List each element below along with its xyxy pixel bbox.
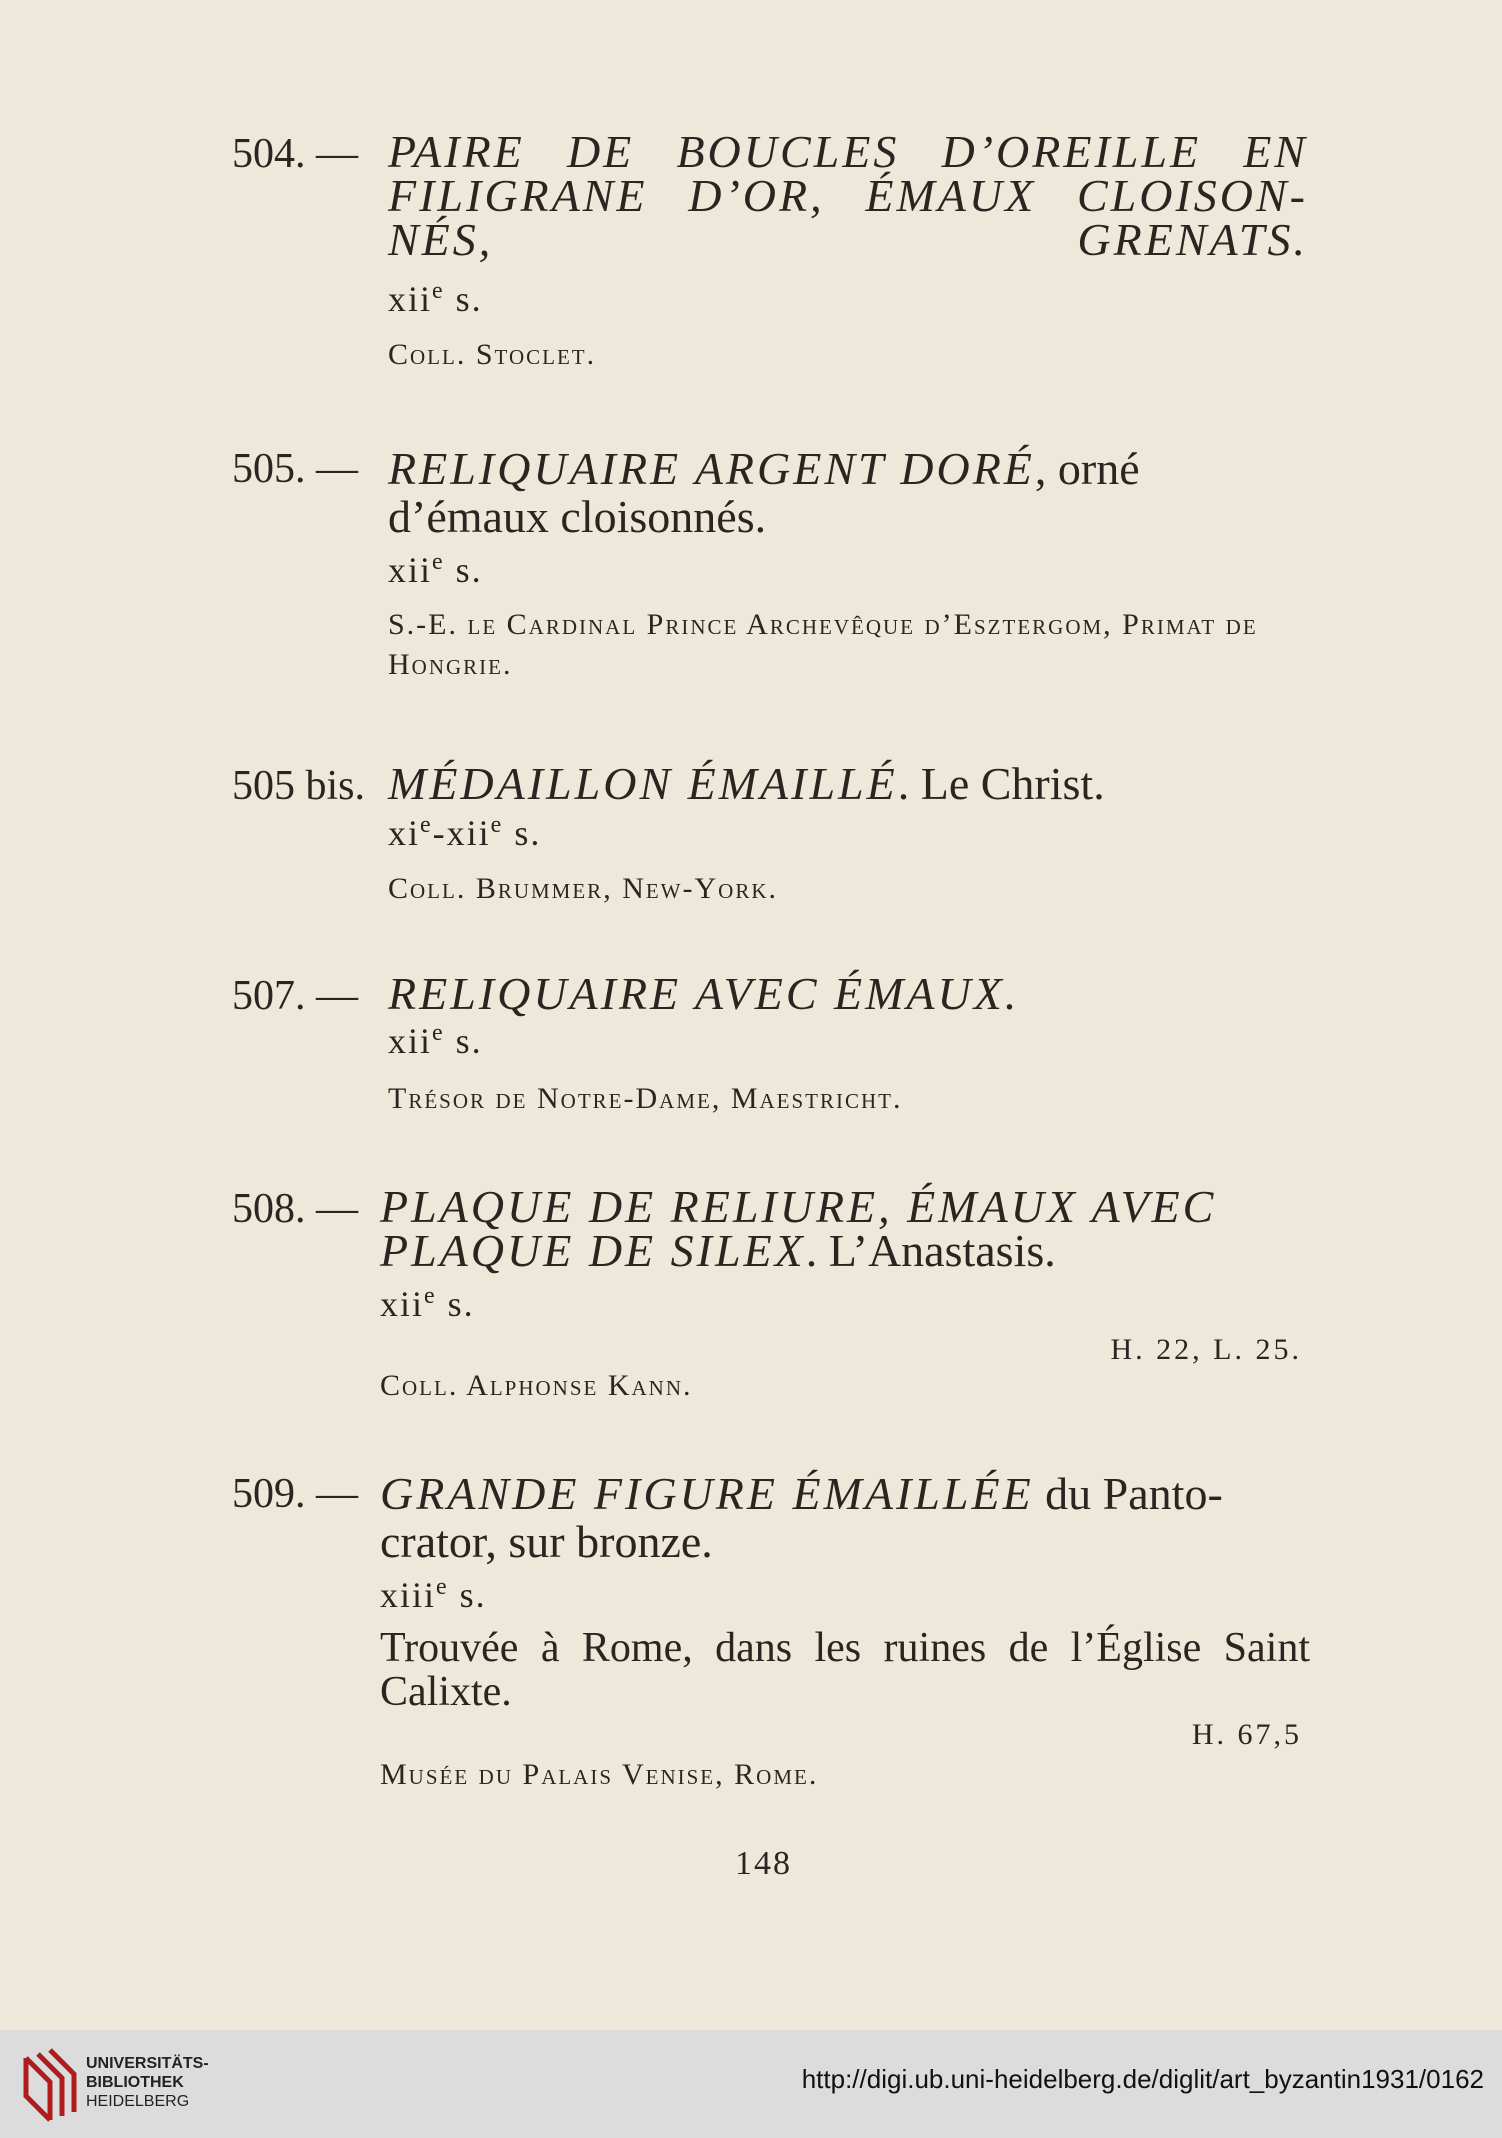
- catalogue-entry-504: [232, 126, 1332, 380]
- entry-number: 509. —: [232, 1471, 358, 1517]
- ub-heidelberg-logo-icon[interactable]: [20, 2048, 92, 2128]
- entry-title: MÉDAILLON ÉMAILLÉ. Le Christ.: [388, 758, 1105, 809]
- entry-collection: S.-E. le Cardinal Prince Archevêque d’Esztergom, Primat de Hongrie.: [388, 608, 1258, 681]
- entry-collection: Coll. Brummer, New-York.: [388, 872, 778, 905]
- catalogue-entry-507: [232, 968, 1332, 1122]
- entry-century: $xi^e-xii^e$ s.: [388, 812, 542, 853]
- entry-dimensions: H. 67,5: [1191, 1718, 1302, 1751]
- entry-century: xii$^e$ s.: [388, 278, 483, 319]
- catalogue-entry-509: [232, 1470, 1332, 1800]
- entry-number: 507. —: [232, 973, 358, 1019]
- entry-number: 508. —: [232, 1186, 358, 1232]
- entry-collection: Coll. Alphonse Kann.: [380, 1369, 693, 1402]
- entry-century: xii$^e$ s.: [388, 549, 483, 590]
- entry-dimensions: H. 22, L. 25.: [1110, 1333, 1302, 1366]
- entry-collection: Musée du Palais Venise, Rome.: [380, 1758, 819, 1791]
- entry-collection: Coll. Stoclet.: [388, 338, 597, 371]
- entry-century: xiii$^e$ s.: [380, 1574, 487, 1615]
- catalogue-entry-505: [232, 445, 1332, 685]
- entry-title: PLAQUE DE RELIURE, ÉMAUX AVEC PLAQUE DE SILEX. L’Anastasis.: [380, 1181, 1217, 1276]
- entry-note: Trouvée à Rome, dans les ruines de l’Église Saint Calixte.: [380, 1625, 1310, 1715]
- library-name-line2: BIBLIOTHEK: [86, 2074, 184, 2091]
- library-name-line3: HEIDELBERG: [86, 2093, 190, 2110]
- footer-bar: [0, 2030, 1502, 2138]
- library-name-line1: UNIVERSITÄTS-: [86, 2055, 209, 2072]
- library-name: [86, 2054, 209, 2111]
- entry-title: PAIRE DE BOUCLES D’OREILLE EN FILIGRANE D’OR, ÉMAUX CLOISON-NÉS, GRENATS.: [388, 126, 1308, 265]
- entry-title: GRANDE FIGURE ÉMAILLÉE du Panto-crator, sur bronze.: [380, 1468, 1223, 1567]
- entry-collection: Trésor de Notre-Dame, Maestricht.: [388, 1082, 903, 1115]
- entry-number: 505 bis.: [232, 763, 366, 809]
- page-number: 148: [735, 1845, 792, 1882]
- entry-century: xii$^e$ s.: [388, 1020, 483, 1061]
- entry-title: RELIQUAIRE ARGENT DORÉ, orné d’émaux cloisonnés.: [388, 443, 1140, 542]
- entry-century: xii$^e$ s.: [380, 1283, 475, 1324]
- entry-number: 504. —: [232, 131, 358, 177]
- catalogue-entry-505-bis: [232, 758, 1332, 912]
- catalogue-entry-508: [232, 1181, 1332, 1415]
- entry-title: RELIQUAIRE AVEC ÉMAUX.: [388, 968, 1020, 1019]
- entry-number: 505. —: [232, 446, 358, 492]
- permalink-url[interactable]: http://digi.ub.uni-heidelberg.de/diglit/art_byzantin1931/0162: [801, 2064, 1484, 2094]
